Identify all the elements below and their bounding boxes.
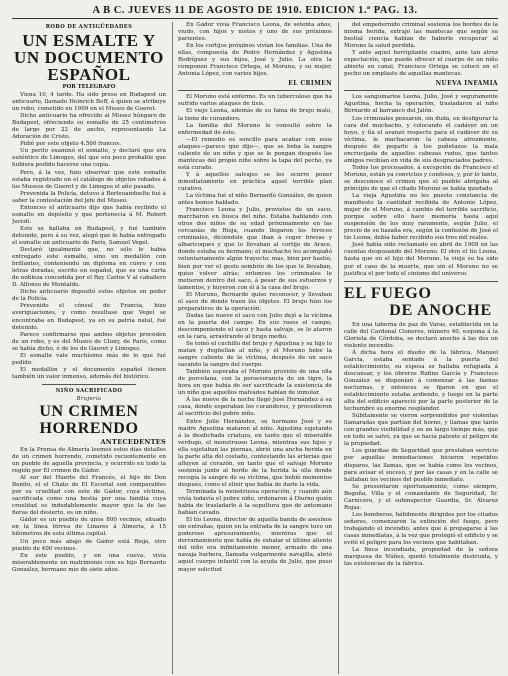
paragraph: Y á aquellos salvajes se les ocurre poner inmediatamente en práctica aquel terrible plan curativo. <box>178 171 332 192</box>
paragraph: En los cortijos próximos vivían los familias. Una de ellas, compuesta de Pedro Hernández y Agustina Rodríguez y sus hijos, José y Julio. La otra la componen Francisco Ortega, el Moruno, y su mujer, Antonia López, con varios hijos. <box>178 43 332 78</box>
paragraph: Prevenida la Policía, detuvo á Berleuandoelte fué á saber la contestación del jefe del Museo. <box>12 190 166 204</box>
section-label: NUEVA INFAMIA <box>435 80 498 88</box>
paragraph: Se presentaron oportunamente, como siempre, Begoña, Villa y el comandante de Seguridad, Sr. Carnicero, y el subinspector Guardia, Sr. Álvarez Rojas. <box>344 483 498 511</box>
paragraph: Á dicha hora el dueño de la fábrica, Manuel García, estaba sentado á la puerta del establecimiento; su esposa se hallaba refugiada á descansar, y los obreros Rufino García y Francisco González se disponían á comenzar á las faenas nocturnas, y entonces se fijaron en que el establecimiento estaba ardiendo, y luego en la parte alta del edificio apareció por la parte posterior de la techumbre su enorme resplandor. <box>344 349 498 413</box>
article2-kicker-sub: Brujería <box>76 395 102 402</box>
paragraph: Los sanguinarios Leona, Julio, José y seguramente Agustina, hecha la operación, trasladaron al niño Bernardo al barranco del Jalón. <box>344 94 498 115</box>
paragraph: La víctima fué el niño Bernardo González, de quien antes hemos hablado. <box>178 193 332 207</box>
paragraph: El esmalte vale muchísimo más de lo que fué pedido. <box>12 352 166 366</box>
columns <box>12 22 498 674</box>
paragraph: La finca incendiada, propiedad de la señora marquesa de Núñez, quedó totalmente destruida, y las existencias de la fábrica. <box>344 547 498 568</box>
divider <box>344 281 498 282</box>
paragraph: Francisco Leona y Julio, provistos de un saco, marcharon en busca del niño. Estaba hablando con otros dos niños de su edad próximamente en las cercanías de Rioja, cuando llegaron los feroces criminales, diciéndole que iban á coger brevas y albaricoques y que lo llevaban al cortijo de Arace, donde estaba su hermano; el muchacho los acompañó voluntariamente algún trayecto; mas, bien por hastío, bien por ver el gesto sombrío de los que le llevaban, quiso volver atrás; entonces los criminales le metieron dentro del saco, á pesar de sus esfuerzos y lamentos, y huyeron con él á la casa del brujo. <box>178 207 332 291</box>
paragraph: Á las nueve de la noche llegó José Hernández á su casa, donde esperaban los curanderos, y procedieron al sacrificio del pobre niño. <box>178 397 332 418</box>
paragraph: Al sur del Huerto del Francés, el hijo de Don Benito, el el Chato de El Escorial son comparables por su crueldad con este de Gádor, cuya víctima, sacrificada como una bestia por una familia cuya crueldad es indudablemente mayor que la de las fieras del desierto, es un niño. <box>12 475 166 517</box>
paragraph: Pidió por este objeto 4.500 francos. <box>20 141 121 148</box>
paragraph: En la Prensa de Almería leemos estos días detalles de un crimen horrendo, cometido recientemente en un pueblo de aquella provincia, y ocurrido en todo la región por El crimen de Gádor. <box>12 446 166 475</box>
paragraph: Entonces el anticuario dijo que había recibido el esmalte en depósito y que pertenecía á M. Robert Juredí. <box>12 204 166 225</box>
article3-body <box>344 322 498 569</box>
divider <box>42 384 136 385</box>
paragraph: Los criminales pensaron, sin duda, en desfigurar la cara del muchacho, y colocando el cadáver en un hoyo, y tía el avanzó respecto para el cadáver de su víctima, le machacaron la cabeza atrozmente, después de pegarle á los puñetazos la mala encrucijada de aquellos cabezas rudos, que tantos amigos recibían en vida de sus desgraciados padres. <box>344 115 498 164</box>
paragraph: Los bomberos, hábilmente dirigidos por los citados señores, comenzaron la extinción del fuego, pero trabajando el incendio, antes que á propagarse á las casas inmediatas, á la vez que protegió el edificio y se evitó el peligro para los vecinos que habitaban. <box>344 511 498 547</box>
paragraph: Dicho anticuario ha ofrecido al Museo húngaro de Budapest, ofreciendo su esmalte de 25 centímetros de largo por 22 de ancho, representando La Adoración de Cristo. <box>12 113 166 141</box>
paragraph: Entre Julio Hernández, su hermano José y su madre Agustina mataron al niño. Agustina sujetando á la desdichada criatura, en tanto que el miserable verdugo, el monstruoso Leona, mientras sus hijos y ella sujetaban las piernas, abrió una ancha herida en la parte alta del costado, contestando las arterias que afluyen al corazón, en tanto que el salvaje Moruno sostenía junto al borde de la herida la olla donde recogía la sangre de su víctima, que bebió momentos después, como el elixir que había de darle la vida. <box>178 418 332 488</box>
article-headline: UN ESMALTE Y UN DOCUMENTO ESPAÑOL <box>14 31 164 84</box>
column-2 <box>172 22 332 674</box>
paragraph: Un perito examinó el esmalte, y declaró que era auténtico de Limoges, del que era poco probable que hubiera podido hacerse una copia. <box>12 148 166 169</box>
paragraph: El Moruno, Bernardo quiso reconocer, y llevaban el saco de donde traen los objetos. El brujo hizo los preparativos de la operación. <box>178 291 332 312</box>
paragraph: Dadas las nueve el saco con Julio dejó a la víctima en la puerta del campo. En sus rasos el campo, descomponiendo el saco y hasta salvaje, se lo ataron en la cara, arrastrando al brujo medio. <box>178 312 332 340</box>
article2-body <box>12 447 166 574</box>
paragraph: —El remedio es sencillo para acabar con esos ataques—parece que dijo—, que se beba la sangre caliente de un niño y que se le pongan después las mantecas del propio niño sobre la tapa del pecho, ya está curado. <box>178 136 332 171</box>
paragraph: del empedernido criminal sostenía los bordes de la misma herida, extrajo las mantecas que según su bestial ciencia habían de haberle recuperar al Moruno la salud perdida. <box>344 22 498 50</box>
article2-headline-line2: HORRENDO <box>39 419 139 437</box>
article2-continued-2 <box>344 22 498 78</box>
paragraph: Los guardias de Seguridad que prestaban servicio por aquellas inmediaciones hicieron repetidos disparos, las llamas, que se había como los vecinos, para avisar el suceso, y por las casas y en la calle se hallaban los vecinos del pueblo inmediato. <box>344 448 498 483</box>
paragraph: Viena 10, 4 tarde. Ha sido preso en Budapest un anticuario, llamado Heinrich Beff, á quien se atribuye un robo, cometido en 1909 en el Museo de Gueret. <box>12 92 166 113</box>
paragraph: Pero, á la vez, hizo observar que este esmalte estaba registrado en el catálogo de objetos robados á los Museos de Gueret y de Limoges el año pasado. <box>12 169 166 190</box>
paragraph: El viejo Leona, además de su fama de brujo malo, la tiene de curandero. <box>178 108 332 122</box>
article2-continued <box>178 22 332 78</box>
paragraph: El Moruno está enfermo. Es un tuberculoso que ha sufrido varios ataques de tisis. <box>178 94 332 108</box>
paragraph: También esperaba el Moruno provisto de una olla de porcelana, con la perseverancia de un tigre, la hora en que había de ser sacrificado la existencia de un niño que aquellos malvados habían de inmolar. <box>178 369 332 397</box>
paragraph: El medallón y el documento español tienen también un valor inmenso, además del histórico. <box>12 366 166 380</box>
paragraph: La vieja Agustina no les puesto constancia de manifiesto la cantidad recibida de Antonio López, mujer de el Moruno, á cambio del terrible sacrificio, porque sobre ello hace memoria hasta aquí suspensión de los muy raramente, según Julio, el precio de su hazaña era, según la confesión de José el tío Leona, debía haber recibido sus tres mil reales. <box>344 193 498 242</box>
paragraph: Y ante aquel horripilante cuadro, ante tan atroz expectación, que puede ofrecer el cuerpo de un niño abierto en canal, Francisco Ortega se colocó en el pecho un emplasto de aquellas mantecas. <box>344 50 498 78</box>
article-byline: POR TELEGRAFO <box>62 84 116 90</box>
paragraph: En este pueblo, y en una cueva, vivía miserablemente un matrimonio con su hijo Bernardo González, hermano mío de siete años. <box>12 552 166 573</box>
article3-headline-line2: DE ANOCHE <box>389 301 492 319</box>
column-1 <box>12 22 166 674</box>
article-kicker: ROBO DE ANTIGÜEDADES <box>45 24 133 30</box>
article2-headline-line1: UN CRIMEN <box>39 402 139 420</box>
paragraph: La familia del Moruno le consultó sobre la enfermedad de éste. <box>178 122 332 136</box>
article3-headline-line1: EL FUEGO <box>344 284 432 302</box>
article-body <box>12 92 166 381</box>
article2-infamy-body <box>344 94 498 277</box>
paragraph: Un poco más abajo de Gádor está Rioja, otro pueblo de 400 vecinos. <box>12 538 166 552</box>
article2-kicker: NIÑO SACRIFICADO <box>55 387 123 394</box>
paragraph: En una taberna de paz de Varas, establecida en la calle del Cardenal Cisneros, número 40, esquina á la Glorieta de Córdoba, se declaró anoche á las dos un violento incendio. <box>344 321 498 349</box>
paragraph: Se tomó el cuchillo del brujo y Agustina y su hijo lo matan y degüellan al niño, y el Moruno bebe la sangre caliente de la víctima, después de un saco sacando la sangre del cuerpo. <box>178 341 332 369</box>
paragraph: Este se hallaba en Budapest, y fué también detenido, pero á su vez, alegó que le había entregado el esmalte un anticuario de París, Samuel Vegel. <box>12 225 166 246</box>
paragraph: Todos los procesados, á excepción de Francisco el Moruno, están ya convictos y confesos, y, por lo tanto, se desconoce el crimen que el pueblo abrigaba al principio de que el citado Moruno se había quedado. <box>344 164 498 192</box>
paragraph: Súbitamente se vieron sorprendidos por violentas llamaradas que partían del horno, y llamas que tanto con grandes visibilidad y en un largo tiempo más, que en todo se salvó, ya que se hacía patente el peligro de la propiedad. <box>344 413 498 448</box>
divider <box>344 90 498 91</box>
column-3 <box>338 22 498 674</box>
paragraph: Dicho anticuario depositó estos objetos en poder de la Policía. <box>12 289 166 303</box>
paragraph: Terminada la monstruosa operación, y cuando aún vivía todavía el pobre niño, ordenaron á Diurno quién había de trasladarlo á la sepultura que de antemano habían cavado. <box>178 489 332 517</box>
article2-subhead: ANTECEDENTES <box>100 437 166 446</box>
divider <box>178 90 332 91</box>
paragraph: Parece confirmarse que ambos objetos proceden de un robo, y es del Museo de Cluny, de París, como se había dicho, ó de los de Gueret y Limoges. <box>12 331 166 352</box>
paragraph: Declaró igualmente que, no sólo le había entregado este esmalte, sino un medallón con brillantes, conteniendo un diploma en cuero y con letras doradas, escrito en español, que es una carta de nobleza concedida por el Rey Carlos V al caballero D. Alfonso de Montaldo. <box>12 247 166 289</box>
article2-crime-body <box>178 94 332 573</box>
paragraph: José había sido reclamado en abril de 1909 en las cuentas desposando del Moruno. El otro el tío Leona, hasta que en el hijo del Moruno, la vieja su ha sido por el caso de la muerte, que sin el Moruno no se justifica el por todo el cinismo del universo. <box>344 242 498 277</box>
masthead: A B C. JUEVES 11 DE AGOSTO DE 1910. EDICION 1.ª PAG. 13. <box>12 4 498 19</box>
paragraph: Gádor es un pueblo de unos 800 vecinos, situado en la línea férrea de Linares á Almería, á 15 kilómetros de esta última capital. <box>12 517 166 538</box>
paragraph: El tío Leona, director de aquella banda de asesinos sin entrañas, quien en la entrada de la sangre tuvo un poderoso apresuramiento, mientras que el derramamiento que había de exhalar el último aliento del niño era infinitamente menor, armado de una navaja barbera, llamada vulgarmente navajilla, abrió aquel cuerpo infantil con la ayuda de Julio, que puso mayor solicitud <box>178 517 332 573</box>
paragraph: En Gádor vivía Francisco Leona, de setenta años, viudo, con hijos y nietos y uno de sus próximos parientes. <box>178 22 332 43</box>
paragraph: Prevenido el cónsul de Francia, hizo averiguaciones, y como resultase que Vegel se encontraba en Budapest, ya en su patria natal, fué detenido. <box>12 303 166 331</box>
section-label: EL CRIMEN <box>288 80 332 88</box>
